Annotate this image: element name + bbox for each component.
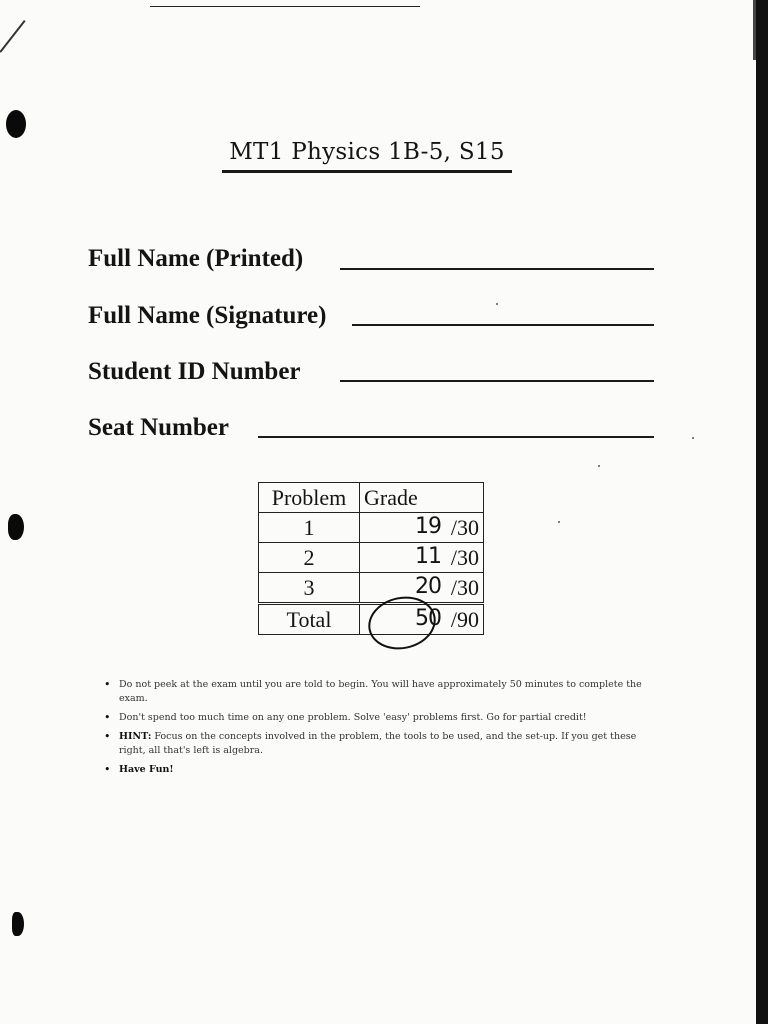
table-row xyxy=(259,573,484,604)
pen-mark xyxy=(0,20,26,53)
scan-speck xyxy=(598,465,600,467)
max-total: /90 xyxy=(450,606,479,632)
scan-speck xyxy=(558,521,560,523)
signature-line[interactable] xyxy=(352,324,654,326)
instruction-bold: HINT: xyxy=(119,731,152,742)
title-underline xyxy=(222,172,512,173)
instruction-text: Do not peek at the exam until you are told to begin. You will have approximately 50 minutes to complete the exam. xyxy=(119,679,642,704)
table-row xyxy=(259,543,484,573)
total-grade-cell xyxy=(360,604,484,635)
page-title: MT1 Physics 1B-5, S15 xyxy=(222,138,512,172)
handwritten-score: 11 xyxy=(415,544,441,569)
grade-cell xyxy=(360,513,484,543)
seat-number-line[interactable] xyxy=(258,436,654,438)
handwritten-total-score: 50 xyxy=(415,606,441,631)
problem-number: 2 xyxy=(259,543,360,573)
handwritten-score: 19 xyxy=(415,514,441,539)
field-label-seat-number: Seat Number xyxy=(88,414,229,441)
binder-hole xyxy=(6,110,26,138)
max-score: /30 xyxy=(450,574,479,600)
scan-speck xyxy=(496,303,498,305)
binder-hole xyxy=(12,912,24,936)
field-label-signature: Full Name (Signature) xyxy=(88,302,327,329)
total-label: Total xyxy=(259,604,360,635)
instructions-list xyxy=(104,678,660,782)
max-score: /30 xyxy=(450,544,479,570)
scan-page-edge-shadow xyxy=(753,0,756,60)
max-score: /30 xyxy=(450,514,479,540)
printed-name-line[interactable] xyxy=(340,268,654,270)
grade-cell xyxy=(360,543,484,573)
scan-edge-line xyxy=(150,6,420,7)
list-item xyxy=(104,678,660,706)
list-item xyxy=(104,730,660,758)
scan-speck xyxy=(692,437,694,439)
header-problem: Problem xyxy=(259,483,360,513)
grade-table xyxy=(258,482,484,635)
total-row xyxy=(259,604,484,635)
instruction-text: Focus on the concepts involved in the problem, the tools to be used, and the set-up. If you get these right, all that's left is algebra. xyxy=(119,731,637,756)
field-label-student-id: Student ID Number xyxy=(88,358,301,385)
field-label-printed-name: Full Name (Printed) xyxy=(88,245,304,272)
student-id-line[interactable] xyxy=(340,380,654,382)
grade-table-header xyxy=(259,483,484,513)
list-item xyxy=(104,711,660,725)
problem-number: 3 xyxy=(259,573,360,604)
instruction-bold: Have Fun! xyxy=(119,764,174,775)
table-row xyxy=(259,513,484,543)
binder-hole xyxy=(8,514,24,540)
list-item xyxy=(104,763,660,777)
problem-number: 1 xyxy=(259,513,360,543)
scan-page-edge xyxy=(756,0,768,1024)
handwritten-score: 20 xyxy=(415,574,441,599)
instruction-text: Don't spend too much time on any one problem. Solve 'easy' problems first. Go for partial credit! xyxy=(119,712,587,723)
header-grade: Grade xyxy=(360,483,484,513)
